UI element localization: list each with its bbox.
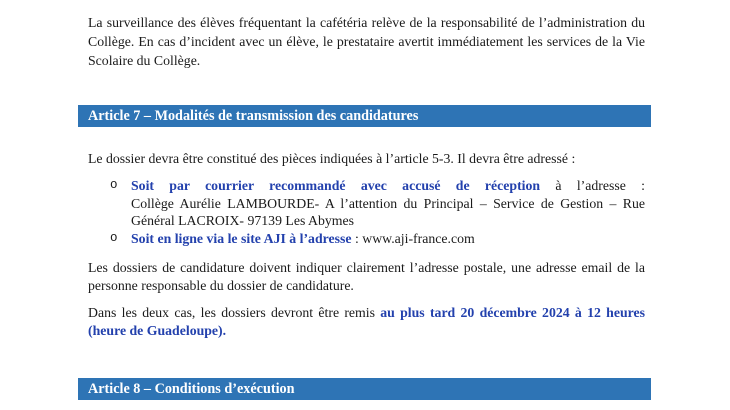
emphasis-text: Soit par courrier recommandé avec accusé de réception (131, 178, 541, 193)
article-7-intro (88, 150, 645, 168)
plain-text: Dans les deux cas, les dossiers devront être remis (88, 305, 381, 320)
text-line: Collège. En cas d’incident avec un élève, le prestataire avertit immédiatement les services de la Vie (88, 34, 645, 49)
plain-text: à l’adresse : (540, 178, 645, 193)
text-line (131, 230, 645, 248)
submission-options-list (110, 177, 645, 247)
text-line (88, 304, 645, 322)
paragraph-deadline (88, 304, 645, 340)
article-8-heading-bar (78, 378, 651, 400)
text-line: La surveillance des élèves fréquentant la cafétéria relève de la responsabilité de l’administration du (88, 15, 645, 30)
text-line (88, 322, 645, 340)
article-8-heading: Article 8 – Conditions d’exécution (88, 381, 295, 397)
bullet-marker: o (110, 230, 118, 245)
bullet-marker: o (110, 178, 118, 192)
article-7-heading: Article 7 – Modalités de transmission des candidatures (88, 108, 419, 124)
text-line: Général LACROIX- 97139 Les Abymes (131, 213, 355, 229)
deadline-emphasis: (heure de Guadeloupe). (88, 323, 227, 338)
deadline-emphasis: au plus tard 20 décembre 2024 à 12 heures (380, 305, 645, 320)
text-line (131, 177, 645, 195)
paragraph-application-requirements (88, 259, 645, 295)
text-line: Le dossier devra être constitué des pièces indiquées à l’article 5-3. Il devra être adressé : (88, 151, 576, 166)
list-item-postal (110, 177, 645, 230)
text-line: Scolaire du Collège. (88, 53, 201, 68)
plain-text: : www.aji-france.com (351, 230, 475, 246)
paragraph-cafeteria-supervision (88, 13, 645, 70)
text-line: Les dossiers de candidature doivent indiquer clairement l’adresse postale, une adresse email de la (88, 260, 645, 275)
emphasis-text: Soit en ligne via le site AJI à l’adresse (131, 230, 352, 246)
list-item-online (110, 230, 645, 248)
text-line: Collège Aurélie LAMBOURDE- A l’attention du Principal – Service de Gestion – Rue (131, 195, 645, 211)
text-line: personne responsable du dossier de candidature. (88, 278, 354, 293)
article-7-heading-bar (78, 105, 651, 127)
